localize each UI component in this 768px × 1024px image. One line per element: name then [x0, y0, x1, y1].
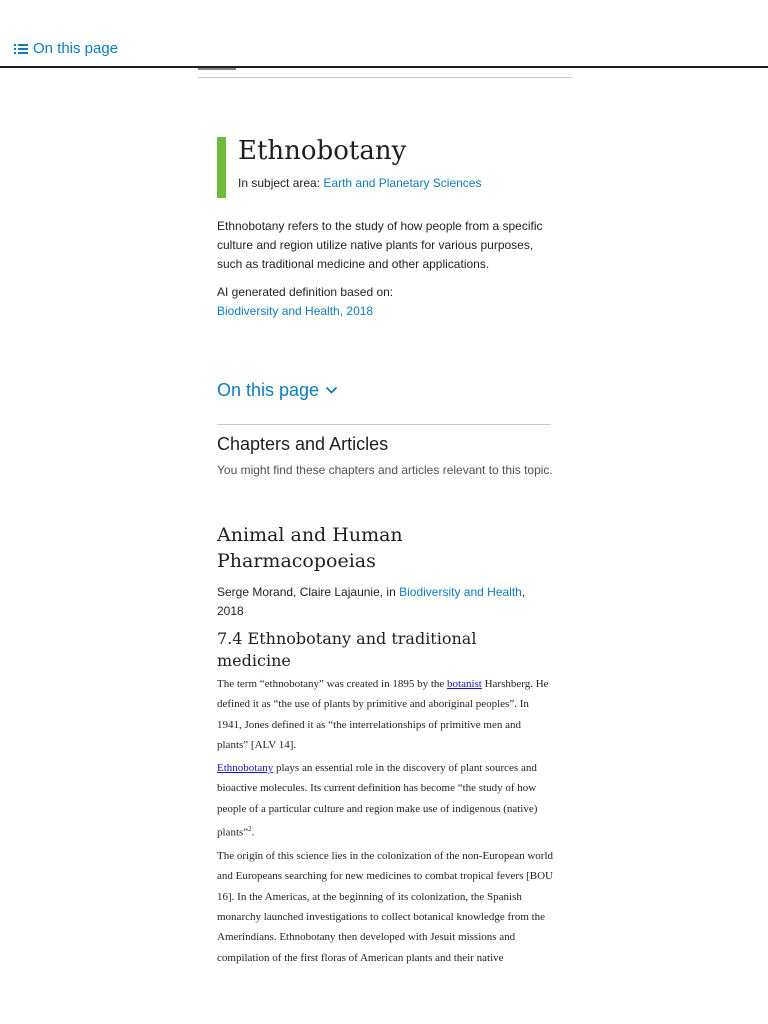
accent-bar: [217, 137, 226, 198]
chevron-down-icon: [325, 386, 338, 395]
paragraph-text: Harshberg. He defined it as “the use of plants by primitive and aboriginal peoples”. In 1941, Jones defined it as “the interrelationships of primitive men and plants” [ALV 14].: [217, 678, 549, 751]
subject-area-link[interactable]: Earth and Planetary Sciences: [323, 176, 482, 190]
article-citation: [217, 583, 553, 621]
section-divider: [217, 424, 551, 425]
subject-area: [238, 176, 553, 190]
on-this-page-link[interactable]: [14, 40, 118, 57]
article-paragraph: [217, 674, 553, 755]
ethnobotany-link[interactable]: Ethnobotany: [217, 762, 274, 775]
paragraph-text: The term “ethnobotany” was created in 1895 by the: [217, 678, 448, 690]
botanist-link[interactable]: botanist: [447, 678, 482, 690]
scrolled-content-edge: [198, 66, 236, 70]
article-title[interactable]: Animal and Human Pharmacopoeias: [217, 524, 403, 572]
subject-area-prefix: In subject area:: [238, 176, 324, 190]
article-authors: Serge Morand, Claire Lajaunie, in: [217, 585, 400, 599]
on-this-page-label: On this page: [33, 40, 119, 57]
section-description: You might find these chapters and articles relevant to this topic.: [217, 463, 553, 477]
topic-header: [217, 136, 553, 198]
main-content: [217, 136, 553, 968]
paragraph-text: plays an essential role in the discovery of plant sources and bioactive molecules. Its current definition has become “the study of how people of a particular culture and region make use of indigenous (native) plants”: [217, 762, 538, 839]
article-subheading: 7.4 Ethnobotany and traditional medicine: [217, 629, 477, 670]
on-this-page-toggle-label: On this page: [217, 380, 320, 400]
book-link[interactable]: Biodiversity and Health: [399, 585, 522, 599]
ai-note-label: AI generated definition based on:: [217, 285, 394, 299]
divider: [198, 77, 572, 78]
article-paragraph: [217, 758, 553, 843]
article-year: , 2018: [217, 585, 526, 618]
ai-definition-note: [217, 283, 553, 321]
ai-source-link[interactable]: Biodiversity and Health, 2018: [217, 304, 374, 318]
on-this-page-toggle[interactable]: [217, 380, 553, 401]
article-paragraph: The origin of this science lies in the colonization of the non-European world and Europeans searching for new medicines to combat tropical fevers [BOU 16]. In the Americas, at the beginning of its colonization, the Spanish monarchy launched investigations to collect botanical knowledge from the Amerindians. Ethnobotany then developed with Jesuit missions and compilation of the first floras of American plants and their native: [217, 850, 554, 964]
topic-definition: Ethnobotany refers to the study of how people from a specific culture and region utilize native plants for various purposes, such as traditional medicine and other applications.: [217, 219, 543, 271]
section-title: Chapters and Articles: [217, 434, 389, 454]
paragraph-end: .: [251, 826, 255, 839]
page-title: Ethnobotany: [238, 136, 407, 166]
footnote-marker[interactable]: 2: [248, 825, 252, 834]
list-icon: [14, 43, 28, 55]
top-bar: [0, 0, 768, 68]
